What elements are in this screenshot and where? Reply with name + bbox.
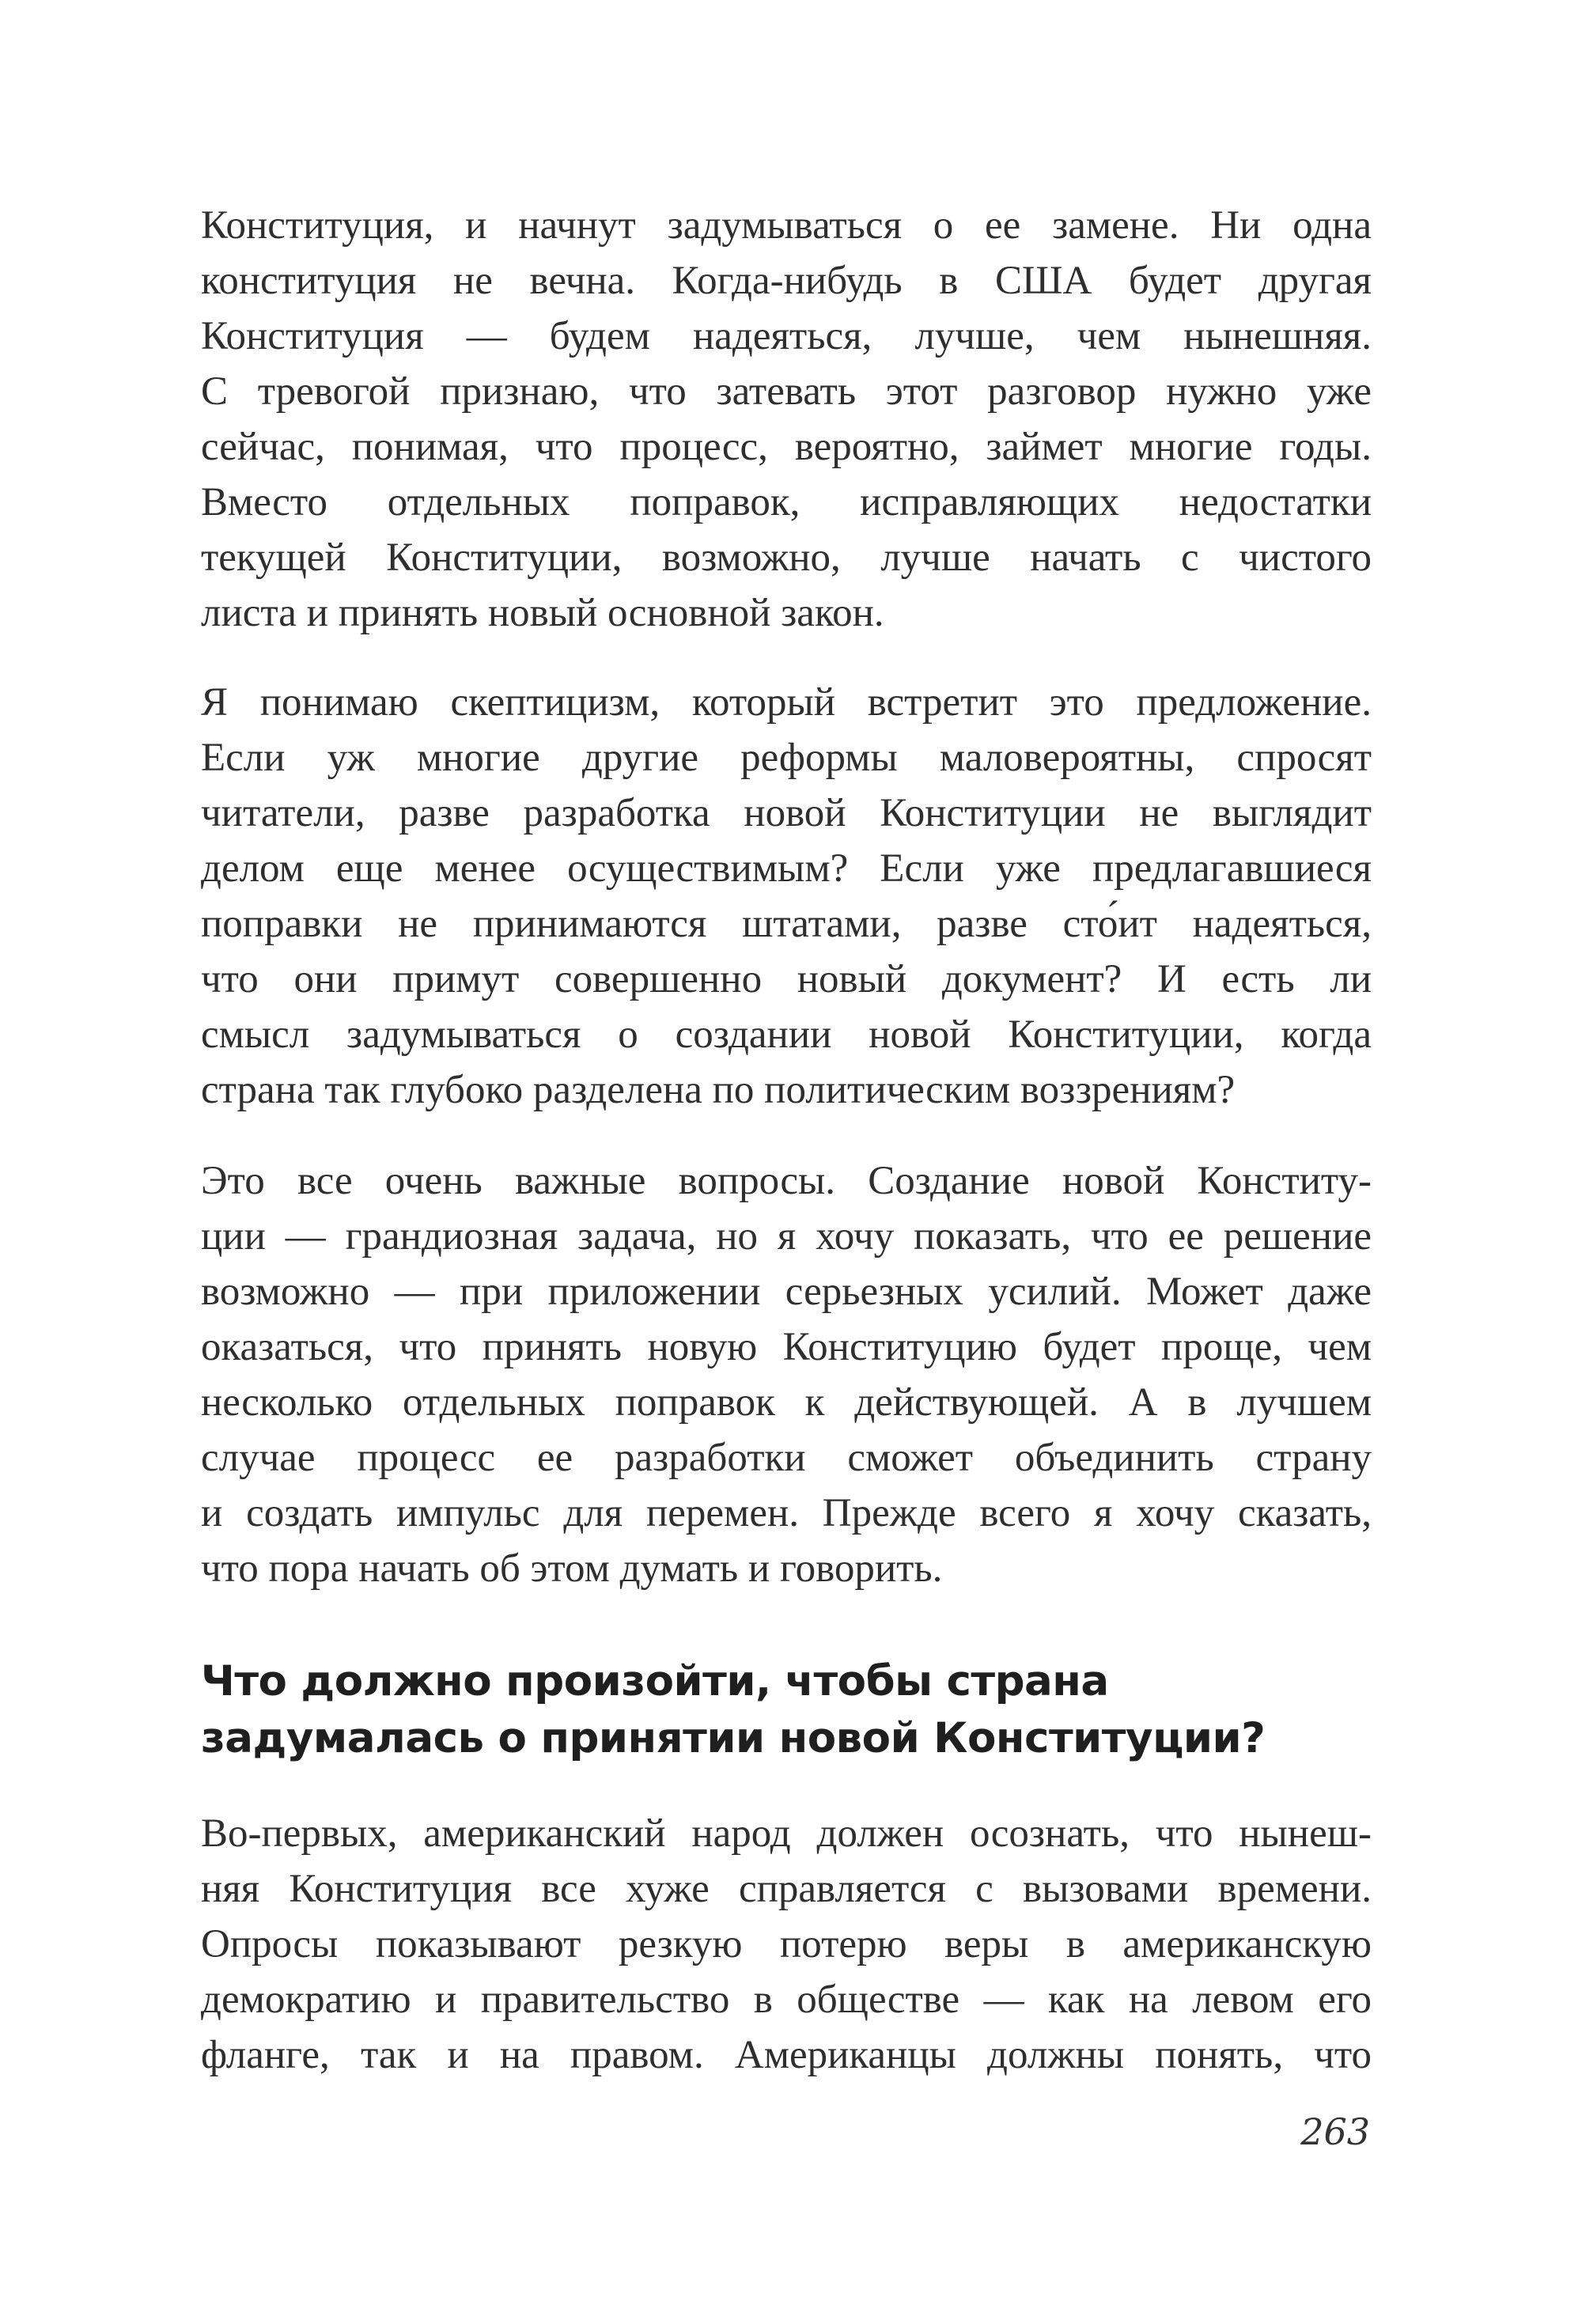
paragraph-line: случае процесс ее разработки сможет объединить страну <box>201 1436 1372 1480</box>
paragraph-line: Конституция, и начнут задумываться о ее замене. Ни одна <box>201 203 1372 248</box>
paragraph-line: демократию и правительство в обществе — как на левом его <box>201 1978 1372 2022</box>
heading-line: Что должно произойти, чтобы страна <box>201 1657 1109 1705</box>
paragraph-line: листа и принять новый основной закон. <box>201 591 884 635</box>
paragraph-line: фланге, так и на правом. Американцы должны понять, что <box>201 2033 1372 2077</box>
paragraph-line: текущей Конституции, возможно, лучше начать с чистого <box>201 536 1372 580</box>
paragraph-2 <box>201 675 1372 1118</box>
page-number: 263 <box>1300 2110 1370 2153</box>
paragraph-line: С тревогой признаю, что затевать этот разговор нужно уже <box>201 369 1372 414</box>
paragraph-line: несколько отдельных поправок к действующей. А в лучшем <box>201 1380 1372 1425</box>
paragraph-line: поправки не принимаются штатами, разве сто́ит надеяться, <box>201 902 1372 946</box>
paragraph-line: Это все очень важные вопросы. Создание новой Конститу- <box>201 1159 1372 1203</box>
paragraph-line: конституция не вечна. Когда-нибудь в США будет другая <box>201 259 1372 303</box>
paragraph-line: Если уж многие другие реформы маловероятны, спросят <box>201 736 1372 780</box>
paragraph-line: и создать импульс для перемен. Прежде всего я хочу сказать, <box>201 1491 1372 1535</box>
paragraph-3 <box>201 1153 1372 1596</box>
heading-line: задумалась о принятии новой Конституции? <box>201 1714 1266 1762</box>
paragraph-line: читатели, разве разработка новой Конституции не выглядит <box>201 791 1372 835</box>
paragraph-line: Опросы показывают резкую потерю веры в американскую <box>201 1922 1372 1966</box>
section-heading <box>201 1653 1372 1767</box>
paragraph-line: Вместо отдельных поправок, исправляющих недостатки <box>201 480 1372 524</box>
paragraph-line: что они примут совершенно новый документ? И есть ли <box>201 957 1372 1001</box>
paragraph-line: Я понимаю скептицизм, который встретит это предложение. <box>201 680 1372 725</box>
paragraph-1 <box>201 198 1372 641</box>
paragraph-line: сейчас, понимая, что процесс, вероятно, займет многие годы. <box>201 425 1372 469</box>
paragraph-line: делом еще менее осуществимым? Если уже предлагавшиеся <box>201 846 1372 891</box>
paragraph-4 <box>201 1806 1372 2083</box>
paragraph-line: Во-первых, американский народ должен осознать, что нынеш- <box>201 1811 1372 1856</box>
paragraph-line: оказаться, что принять новую Конституцию будет проще, чем <box>201 1325 1372 1369</box>
paragraph-line: страна так глубоко разделена по политическим воззрениям? <box>201 1068 1236 1112</box>
paragraph-line: возможно — при приложении серьезных усилий. Может даже <box>201 1270 1372 1314</box>
paragraph-line: няя Конституция все хуже справляется с вызовами времени. <box>201 1867 1372 1911</box>
paragraph-line: Конституция — будем надеяться, лучше, чем нынешняя. <box>201 314 1372 358</box>
paragraph-line: что пора начать об этом думать и говорить. <box>201 1546 943 1591</box>
paragraph-line: ции — грандиозная задача, но я хочу показать, что ее решение <box>201 1214 1372 1259</box>
paragraph-line: смысл задумываться о создании новой Конституции, когда <box>201 1012 1372 1057</box>
